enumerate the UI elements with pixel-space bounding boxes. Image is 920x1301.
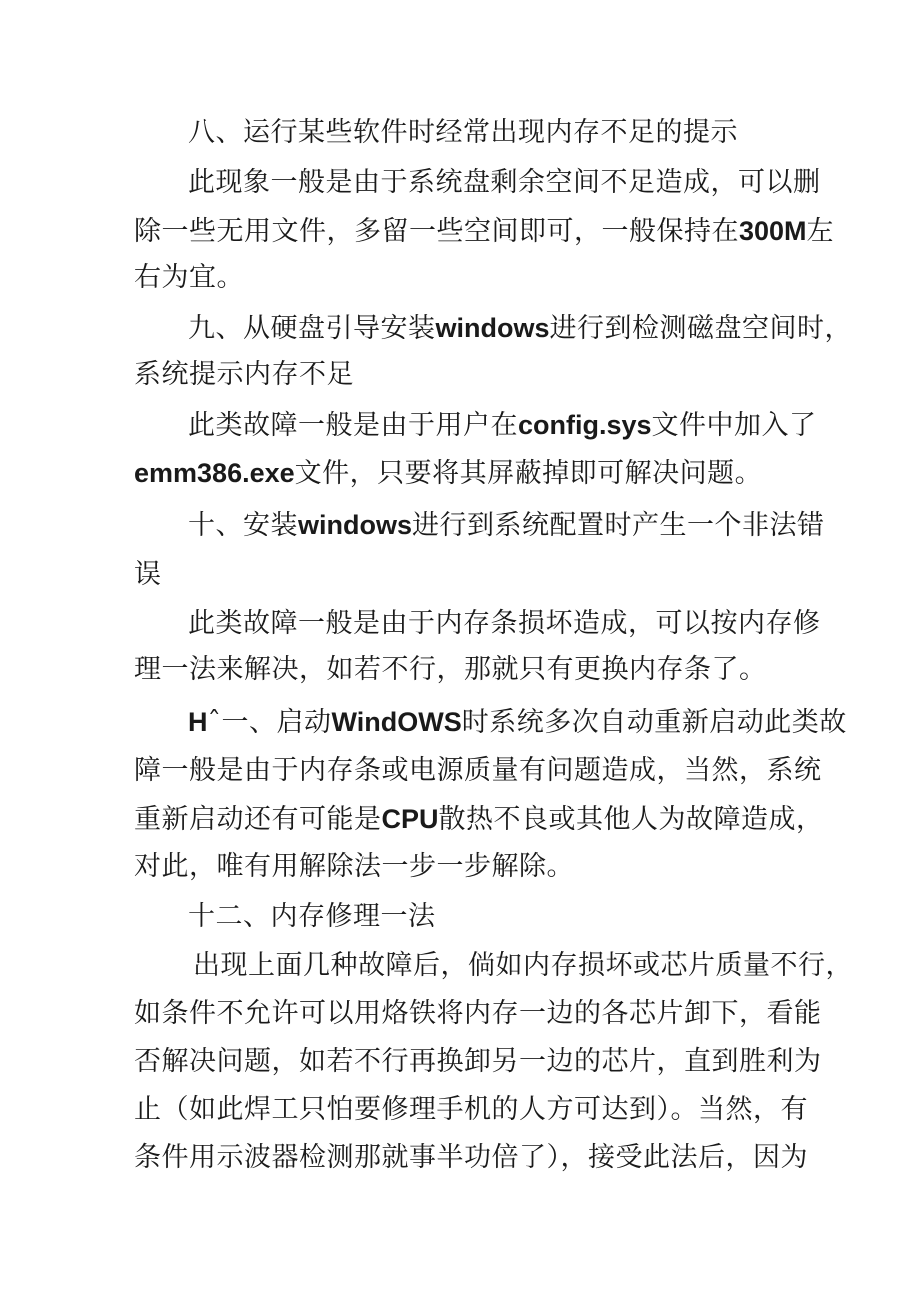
text-segment: 此类故障一般是由于用户在: [188, 410, 518, 441]
text-segment: 条件用示波器检测那就事半功倍了），接受此法后，因为: [134, 1142, 808, 1173]
text-segment: 除一些无用文件，多留一些空间即可，一般保持在: [134, 216, 739, 247]
heading-eleven: [188, 706, 847, 738]
text-segment: 理一法来解决，如若不行，那就只有更换内存条了。: [134, 654, 767, 685]
paragraph-line: [134, 1094, 808, 1126]
paragraph-line: [188, 167, 821, 199]
latin-term: H: [188, 707, 208, 737]
text-segment: 出现上面几种故障后，倘如内存损坏或芯片质量不行，: [193, 950, 853, 981]
paragraph-line: [134, 1142, 808, 1174]
latin-term: WindOWS: [331, 707, 462, 737]
text-segment: 否解决问题，如若不行再换卸另一边的芯片，直到胜利为: [134, 1046, 822, 1077]
latin-term: 300M: [739, 216, 807, 246]
heading-ten-cont: [134, 559, 162, 591]
text-segment: 对此，唯有用解除法一步一步解除。: [134, 851, 574, 882]
paragraph-line: [134, 215, 834, 247]
paragraph-line: [134, 457, 762, 489]
paragraph-line: [188, 608, 821, 640]
heading-ten: [188, 509, 825, 541]
text-segment: 十二、内存修理一法: [188, 901, 436, 932]
paragraph-line: [134, 262, 244, 294]
text-segment: 系统提示内存不足: [134, 359, 354, 390]
latin-term: emm386.exe: [134, 458, 295, 488]
latin-term: config.sys: [518, 410, 652, 440]
text-segment: 如条件不允许可以用烙铁将内存一边的各芯片卸下，看能: [134, 998, 822, 1029]
text-segment: 此类故障一般是由于内存条损坏造成，可以按内存修: [188, 608, 821, 639]
latin-term: CPU: [381, 804, 439, 834]
text-segment: 八、运行某些软件时经常出现内存不足的提示: [188, 117, 738, 148]
text-segment: 障一般是由于内存条或电源质量有问题造成，当然，系统: [134, 755, 822, 786]
latin-term: windows: [435, 313, 550, 343]
paragraph-line: [134, 654, 767, 686]
heading-twelve: [188, 901, 436, 933]
text-segment: 此现象一般是由于系统盘剩余空间不足造成，可以删: [188, 167, 821, 198]
paragraph-line: [134, 803, 824, 835]
text-segment: 进行到系统配置时产生一个非法错: [412, 510, 825, 541]
heading-eight: [188, 117, 738, 149]
paragraph-line: [134, 998, 822, 1030]
text-segment: ˆ一、启动: [207, 707, 332, 738]
text-segment: 右为宜。: [134, 262, 244, 293]
latin-term: windows: [298, 510, 412, 540]
paragraph-line: [193, 950, 853, 982]
text-segment: 重新启动还有可能是: [134, 804, 382, 835]
text-segment: 进行到检测磁盘空间时，: [549, 313, 852, 344]
text-segment: 时系统多次自动重新启动此类故: [461, 707, 847, 738]
heading-nine-cont: [134, 359, 354, 391]
text-segment: 误: [134, 559, 162, 590]
text-segment: 九、从硬盘引导安装: [188, 313, 436, 344]
paragraph-line: [188, 409, 817, 441]
text-segment: 文件中加入了: [651, 410, 817, 441]
heading-nine: [188, 312, 852, 344]
text-segment: 止（如此焊工只怕要修理手机的人方可达到）。当然，有: [134, 1094, 808, 1125]
paragraph-line: [134, 1046, 822, 1078]
text-segment: 左: [806, 216, 835, 247]
text-segment: 十、安装: [188, 510, 298, 541]
paragraph-line: [134, 755, 822, 787]
text-segment: 文件，只要将其屏蔽掉即可解决问题。: [294, 458, 763, 489]
paragraph-line: [134, 851, 574, 883]
text-segment: 散热不良或其他人为故障造成，: [438, 804, 824, 835]
